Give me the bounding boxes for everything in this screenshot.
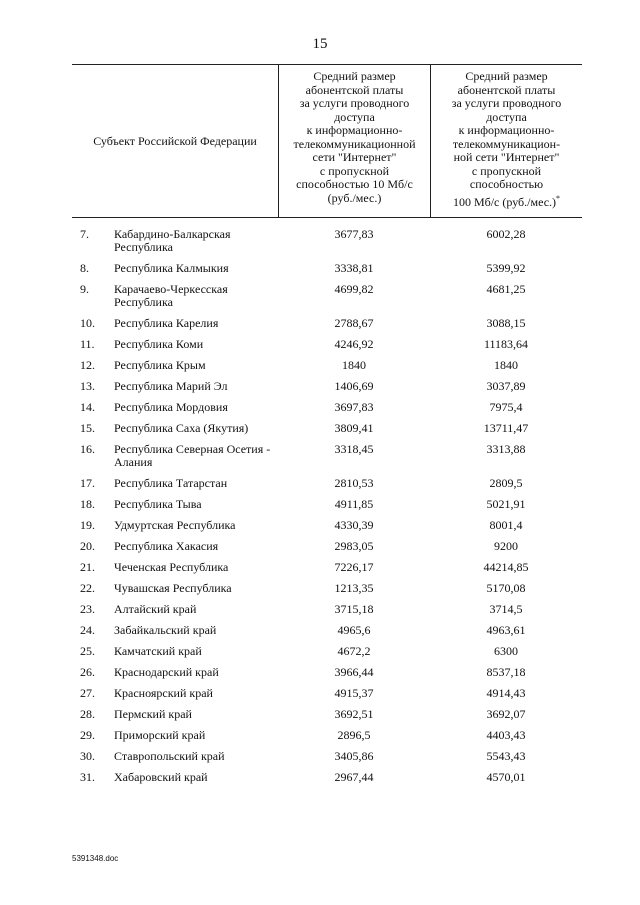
table-row bbox=[72, 443, 582, 469]
table-row bbox=[72, 498, 582, 511]
header-col2-line: телекоммуникацион- bbox=[452, 136, 561, 151]
row-number: 7. bbox=[80, 227, 89, 241]
region-name: Забайкальский край bbox=[114, 623, 217, 637]
fee-10mbps: 2967,44 bbox=[334, 770, 374, 784]
table-row bbox=[72, 666, 582, 679]
region-name: Республика Северная Осетия - Алания bbox=[114, 442, 271, 469]
fee-10mbps: 4915,37 bbox=[334, 686, 374, 700]
fee-100mbps: 13711,47 bbox=[483, 421, 529, 435]
page-number: 15 bbox=[312, 36, 328, 52]
row-number: 23. bbox=[80, 602, 95, 616]
fee-100mbps: 44214,85 bbox=[483, 560, 529, 574]
fee-10mbps: 4246,92 bbox=[334, 337, 374, 351]
table-row bbox=[72, 519, 582, 532]
fee-10mbps: 4672,2 bbox=[337, 644, 371, 658]
fee-10mbps: 3715,18 bbox=[334, 602, 374, 616]
table-row bbox=[72, 603, 582, 616]
fee-10mbps: 4911,85 bbox=[334, 497, 374, 511]
table-row bbox=[72, 540, 582, 553]
fee-10mbps: 3338,81 bbox=[334, 261, 374, 275]
fee-100mbps: 4914,43 bbox=[486, 686, 526, 700]
table-row bbox=[72, 708, 582, 721]
fee-100mbps: 3692,07 bbox=[486, 707, 526, 721]
region-name: Кабардино-Балкарская Республика bbox=[114, 227, 231, 254]
fee-10mbps: 3692,51 bbox=[334, 707, 374, 721]
fee-10mbps: 3809,41 bbox=[334, 421, 374, 435]
header-col1-line: доступа bbox=[334, 109, 375, 124]
fee-100mbps: 5543,43 bbox=[486, 749, 526, 763]
header-col1-line: телекоммуникационной bbox=[293, 136, 416, 151]
table-row bbox=[72, 262, 582, 275]
footnote-mark: * bbox=[556, 193, 561, 203]
fee-100mbps: 5399,92 bbox=[486, 261, 526, 275]
table-row bbox=[72, 338, 582, 351]
fee-10mbps: 2788,67 bbox=[334, 316, 374, 330]
row-number: 14. bbox=[80, 400, 95, 414]
fee-10mbps: 7226,17 bbox=[334, 560, 374, 574]
tariff-table bbox=[72, 64, 582, 792]
region-name: Краснодарский край bbox=[114, 665, 219, 679]
header-subject: Субъект Российской Федерации bbox=[93, 133, 257, 148]
header-col2-line: способностью bbox=[469, 177, 544, 191]
row-number: 24. bbox=[80, 623, 95, 637]
row-number: 27. bbox=[80, 686, 95, 700]
region-name: Республика Хакасия bbox=[114, 539, 219, 553]
table-row bbox=[72, 317, 582, 330]
row-number: 13. bbox=[80, 379, 95, 393]
table-row bbox=[72, 750, 582, 763]
fee-10mbps: 3966,44 bbox=[334, 665, 374, 679]
fee-10mbps: 3405,86 bbox=[334, 749, 374, 763]
row-number: 17. bbox=[80, 476, 95, 490]
table-row bbox=[72, 729, 582, 742]
row-number: 10. bbox=[80, 316, 95, 330]
header-col1-line: (руб./мес.) bbox=[327, 190, 382, 205]
row-number: 22. bbox=[80, 581, 95, 595]
table-row bbox=[72, 624, 582, 637]
document-filename: 5391348.doc bbox=[72, 854, 119, 863]
row-number: 25. bbox=[80, 644, 95, 658]
header-col1-line: способностью 10 Мб/с bbox=[296, 177, 413, 191]
region-name: Чеченская Республика bbox=[114, 560, 229, 574]
table-row bbox=[72, 645, 582, 658]
row-number: 26. bbox=[80, 665, 95, 679]
fee-100mbps: 6300 bbox=[494, 644, 518, 658]
table-header bbox=[72, 64, 582, 218]
table-row bbox=[72, 422, 582, 435]
fee-10mbps: 2896,5 bbox=[337, 728, 371, 742]
row-number: 28. bbox=[80, 707, 95, 721]
table-row bbox=[72, 582, 582, 595]
region-name: Хабаровский край bbox=[114, 770, 208, 784]
fee-100mbps: 8001,4 bbox=[489, 518, 523, 532]
fee-100mbps: 3313,88 bbox=[486, 442, 526, 456]
fee-10mbps: 1840 bbox=[342, 358, 366, 372]
region-name: Республика Татарстан bbox=[114, 476, 228, 490]
table-row bbox=[72, 687, 582, 700]
region-name: Республика Карелия bbox=[114, 316, 219, 330]
table-body bbox=[72, 218, 582, 784]
header-col1-line: к информационно- bbox=[306, 123, 403, 137]
fee-100mbps: 3088,15 bbox=[486, 316, 526, 330]
row-number: 20. bbox=[80, 539, 95, 553]
table-row bbox=[72, 380, 582, 393]
fee-100mbps: 4681,25 bbox=[486, 282, 526, 296]
fee-100mbps: 5170,08 bbox=[486, 581, 526, 595]
fee-10mbps: 4699,82 bbox=[334, 282, 374, 296]
row-number: 31. bbox=[80, 770, 95, 784]
region-name: Республика Коми bbox=[114, 337, 204, 351]
fee-10mbps: 1213,35 bbox=[334, 581, 374, 595]
header-col2-line: Средний размер bbox=[465, 69, 548, 83]
fee-100mbps: 11183,64 bbox=[483, 337, 529, 351]
fee-100mbps: 5021,91 bbox=[486, 497, 526, 511]
region-name: Камчатский край bbox=[114, 644, 202, 658]
row-number: 19. bbox=[80, 518, 95, 532]
fee-10mbps: 3677,83 bbox=[334, 227, 374, 241]
fee-100mbps: 3714,5 bbox=[489, 602, 523, 616]
header-col2-line: доступа bbox=[486, 109, 527, 124]
header-col2-line: ной сети "Интернет" bbox=[453, 150, 560, 164]
region-name: Пермский край bbox=[114, 707, 192, 721]
region-name: Карачаево-Черкесская Республика bbox=[114, 282, 228, 309]
fee-100mbps: 2809,5 bbox=[489, 476, 523, 490]
row-number: 21. bbox=[80, 560, 95, 574]
header-col1-line: Средний размер bbox=[313, 69, 396, 83]
region-name: Ставропольский край bbox=[114, 749, 225, 763]
row-number: 8. bbox=[80, 261, 89, 275]
row-number: 29. bbox=[80, 728, 95, 742]
table-row bbox=[72, 401, 582, 414]
region-name: Республика Калмыкия bbox=[114, 261, 229, 275]
fee-10mbps: 2983,05 bbox=[334, 539, 374, 553]
region-name: Республика Марий Эл bbox=[114, 379, 228, 393]
region-name: Алтайский край bbox=[114, 602, 197, 616]
table-row bbox=[72, 228, 582, 254]
header-col2-line: к информационно- bbox=[458, 123, 555, 137]
row-number: 15. bbox=[80, 421, 95, 435]
header-col1-line: сети "Интернет" bbox=[312, 150, 397, 164]
row-number: 9. bbox=[80, 282, 89, 296]
fee-10mbps: 2810,53 bbox=[334, 476, 374, 490]
header-col2-line: за услуги проводного bbox=[451, 96, 562, 110]
region-name: Республика Крым bbox=[114, 358, 206, 372]
region-name: Республика Саха (Якутия) bbox=[114, 421, 249, 435]
header-col1-line: с пропускной bbox=[319, 163, 390, 178]
fee-10mbps: 3697,83 bbox=[334, 400, 374, 414]
fee-100mbps: 7975,4 bbox=[489, 400, 523, 414]
header-col2-last-line bbox=[431, 192, 582, 210]
table-row bbox=[72, 359, 582, 372]
region-name: Чувашская Республика bbox=[114, 581, 232, 595]
fee-100mbps: 8537,18 bbox=[486, 665, 526, 679]
fee-10mbps: 4330,39 bbox=[334, 518, 374, 532]
fee-100mbps: 4963,61 bbox=[486, 623, 526, 637]
header-col2-line: абонентской платы bbox=[457, 82, 556, 97]
region-name: Удмуртская Республика bbox=[114, 518, 236, 532]
region-name: Республика Тыва bbox=[114, 497, 202, 511]
table-row bbox=[72, 283, 582, 309]
header-col2-line: 100 Мб/с (руб./мес.) bbox=[452, 194, 557, 209]
table-row bbox=[72, 771, 582, 784]
fee-100mbps: 6002,28 bbox=[486, 227, 526, 241]
fee-100mbps: 1840 bbox=[494, 358, 518, 372]
fee-100mbps: 4403,43 bbox=[486, 728, 526, 742]
table-row bbox=[72, 561, 582, 574]
row-number: 11. bbox=[80, 337, 95, 351]
fee-100mbps: 4570,01 bbox=[486, 770, 526, 784]
fee-100mbps: 9200 bbox=[494, 539, 518, 553]
header-col2-line: с пропускной bbox=[471, 163, 542, 178]
region-name: Республика Мордовия bbox=[114, 400, 228, 414]
fee-10mbps: 4965,6 bbox=[337, 623, 371, 637]
header-col-10mbps bbox=[278, 65, 430, 217]
row-number: 12. bbox=[80, 358, 95, 372]
region-name: Красноярский край bbox=[114, 686, 213, 700]
row-number: 18. bbox=[80, 497, 95, 511]
row-number: 16. bbox=[80, 442, 95, 456]
row-number: 30. bbox=[80, 749, 95, 763]
region-name: Приморский край bbox=[114, 728, 206, 742]
fee-10mbps: 3318,45 bbox=[334, 442, 374, 456]
header-col-100mbps bbox=[430, 65, 582, 217]
fee-100mbps: 3037,89 bbox=[486, 379, 526, 393]
header-col1-line: абонентской платы bbox=[305, 82, 404, 97]
fee-10mbps: 1406,69 bbox=[334, 379, 374, 393]
header-col1-line: за услуги проводного bbox=[299, 96, 410, 110]
table-row bbox=[72, 477, 582, 490]
